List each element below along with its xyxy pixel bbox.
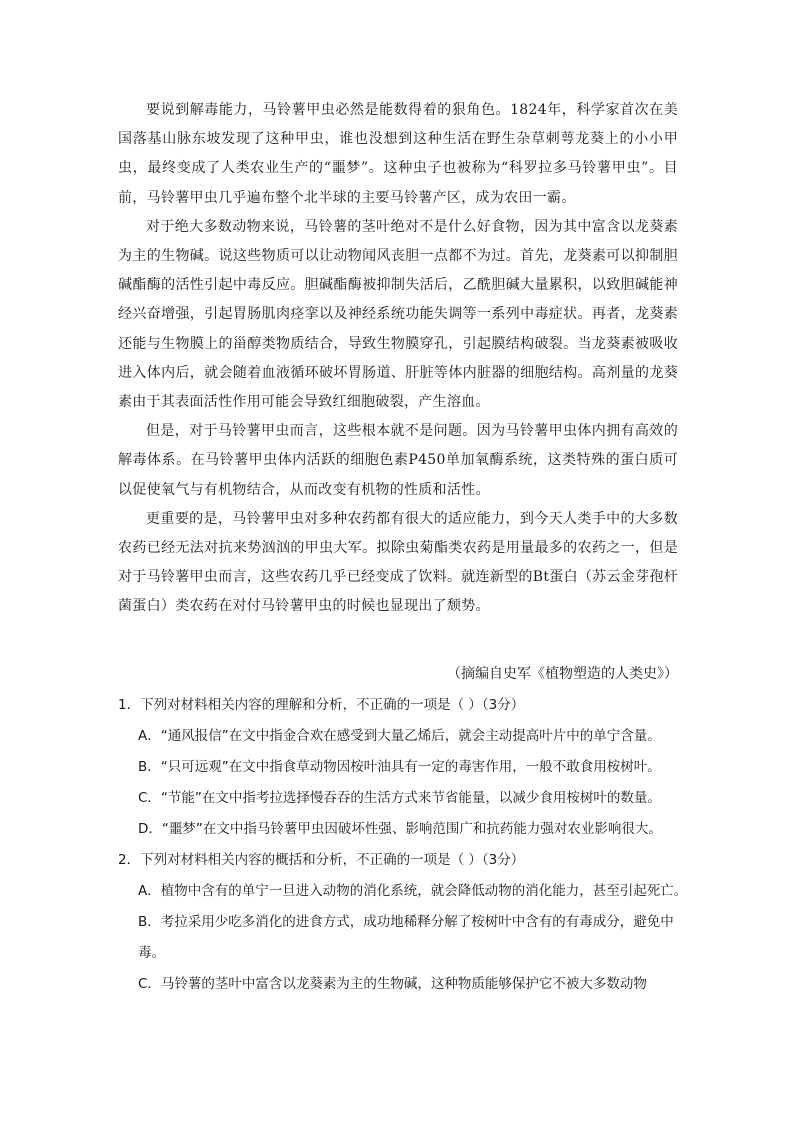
- option-b: B．考拉采用少吃多消化的进食方式，成功地稀释分解了桉树叶中含有的有毒成分，避免中毒。: [138, 914, 674, 961]
- option-d: D．“噩梦”在文中指马铃薯甲虫因破坏性强、影响范围广和抗药能力强对农业影响很大。: [138, 821, 662, 837]
- passage-paragraph-2: 对于绝大多数动物来说，马铃薯的茎叶绝对不是什么好食物，因为其中富含以龙葵素为主的生物碱。说这些物质可以让动物闻风丧胆一点都不为过。首先，龙葵素可以抑制胆碱酯酶的活性引起中毒反应。胆碱酯酶被抑制失活后，乙酰胆碱大量累积，以致胆碱能神经兴奋增强，引起胃肠肌肉痉挛以及神经系统功能失调等一系列中毒症状。再者，龙葵素还能与生物膜上的甾醇类物质结合，导致生物膜穿孔，引起膜结构破裂。当龙葵素被吸收进入体内后，就会随着血液循环破坏胃肠道、肝脏等体内脏器的细胞结构。高剂量的龙葵素由于其表面活性作用可能会导致红细胞破裂，产生溶血。: [118, 218, 678, 411]
- passage-paragraph-3: 但是，对于马铃薯甲虫而言，这些根本就不是问题。因为马铃薯甲虫体内拥有高效的解毒体系。在马铃薯甲虫体内活跃的细胞色素P450单加氧酶系统，这类特殊的蛋白质可以促使氧气与有机物结合，从而改变有机物的性质和活性。: [118, 423, 678, 498]
- passage-paragraph-1: 要说到解毒能力，马铃薯甲虫必然是能数得着的狠角色。1824年，科学家首次在美国落基山脉东坡发现了这种甲虫，谁也没想到这种生活在野生杂草刺萼龙葵上的小小甲虫，最终变成了人类农业生产的“噩梦”。这种虫子也被称为“科罗拉多马铃薯甲虫”。目前，马铃薯甲虫几乎遍布整个北半球的主要马铃薯产区，成为农田一霸。: [118, 102, 678, 206]
- question-list: [118, 690, 690, 1000]
- option-c: C．“节能”在文中指考拉选择慢吞吞的生活方式来节省能量，以减少食用桉树叶的数量。: [138, 790, 661, 806]
- option-b: B．“只可远观”在文中指食草动物因桉叶油具有一定的毒害作用，一般不敢食用桉树叶。: [138, 759, 661, 775]
- option-c: C．马铃薯的茎叶中富含以龙葵素为主的生物碱，这种物质能够保护它不被大多数动物: [138, 976, 647, 992]
- question-stem: 1．下列对材料相关内容的理解和分析，不正确的一项是（ ）（3分）: [118, 697, 525, 713]
- question-1: [118, 690, 690, 845]
- option-a: A．“通风报信”在文中指金合欢在感受到大量乙烯后，就会主动提高叶片中的单宁含量。: [138, 728, 661, 744]
- passage-paragraph-4: 更重要的是，马铃薯甲虫对多种农药都有很大的适应能力，到今天人类手中的大多数农药已经无法对抗来势汹汹的甲虫大军。拟除虫菊酯类农药是用量最多的农药之一，但是对于马铃薯甲虫而言，这些农药几乎已经变成了饮料。就连新型的Bt蛋白（苏云金芽孢杆菌蛋白）类农药在对付马铃薯甲虫的时候也显现出了颓势。: [118, 510, 678, 615]
- question-stem: 2．下列对材料相关内容的概括和分析，不正确的一项是（ ）（3分）: [118, 852, 525, 868]
- passage-source: （摘编自史军《植物塑造的人类史》）: [447, 666, 678, 682]
- question-2: [118, 845, 690, 1000]
- reading-passage: [118, 96, 678, 622]
- option-a: A．植物中含有的单宁一旦进入动物的消化系统，就会降低动物的消化能力，甚至引起死亡。: [138, 883, 688, 899]
